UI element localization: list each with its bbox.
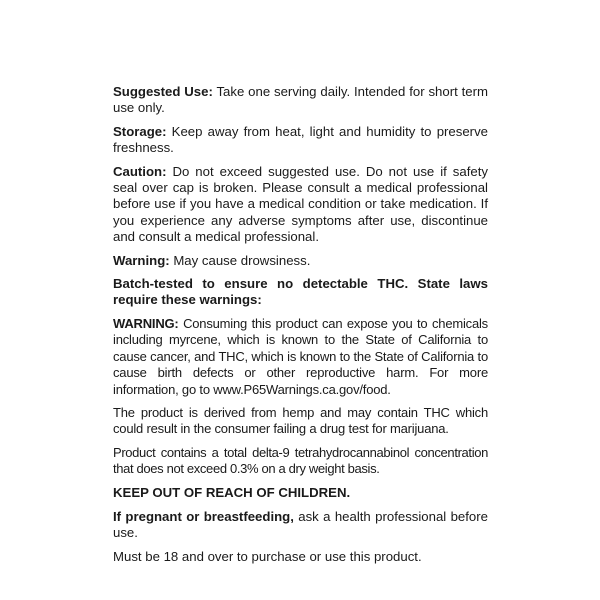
storage-text: Keep away from heat, light and humidity to preserve freshness. [113, 123, 488, 156]
caution-heading: Caution: [113, 163, 167, 179]
caution-text: Do not exceed suggested use. Do not use if safety seal over cap is broken. Please consult a medical professional before use if you have a medical condition or take medication. If you experience any adverse symptoms after use, discontinue and consult a medical professional. [113, 163, 488, 245]
warning-drowsiness-text: May cause drowsiness. [169, 252, 311, 268]
storage-paragraph [113, 124, 488, 157]
warning-drowsiness-heading: Warning: [113, 252, 170, 268]
caution-paragraph [113, 164, 488, 246]
suggested-use-paragraph [113, 84, 488, 117]
suggested-use-text: Take one serving daily. Intended for short term use only. [113, 84, 488, 116]
label-text-block [113, 84, 488, 572]
pregnant-heading: If pregnant or breastfeeding, [113, 508, 294, 524]
thc-concentration-paragraph: Product contains a total delta-9 tetrahydrocannabinol concentration that does not exceed 0.3% on a dry weight basis. [113, 444, 488, 477]
hemp-notice-paragraph: The product is derived from hemp and may contain THC which could result in the consumer failing a drug test for marijuana. [113, 404, 488, 437]
pregnant-text: ask a health professional before use. [113, 508, 488, 541]
warning-drowsiness-paragraph [113, 253, 488, 269]
storage-heading: Storage: [113, 123, 167, 139]
suggested-use-heading: Suggested Use: [113, 84, 213, 99]
keep-out-of-reach-notice: KEEP OUT OF REACH OF CHILDREN. [113, 484, 351, 500]
prop65-warning-paragraph [113, 316, 488, 398]
pregnant-paragraph [113, 509, 488, 542]
batch-tested-paragraph: Batch-tested to ensure no detectable THC. State laws require these warnings: [113, 276, 488, 308]
prop65-warning-heading: WARNING: [113, 315, 179, 331]
age-requirement-paragraph: Must be 18 and over to purchase or use this product. [113, 548, 422, 564]
prop65-warning-text: Consuming this product can expose you to chemicals including myrcene, which is known to the State of California to cause cancer, and THC, which is known to the State of California to cause birth defects or other reproductive harm. For more information, go to www.P65Warnings.ca.gov/food. [113, 315, 488, 397]
